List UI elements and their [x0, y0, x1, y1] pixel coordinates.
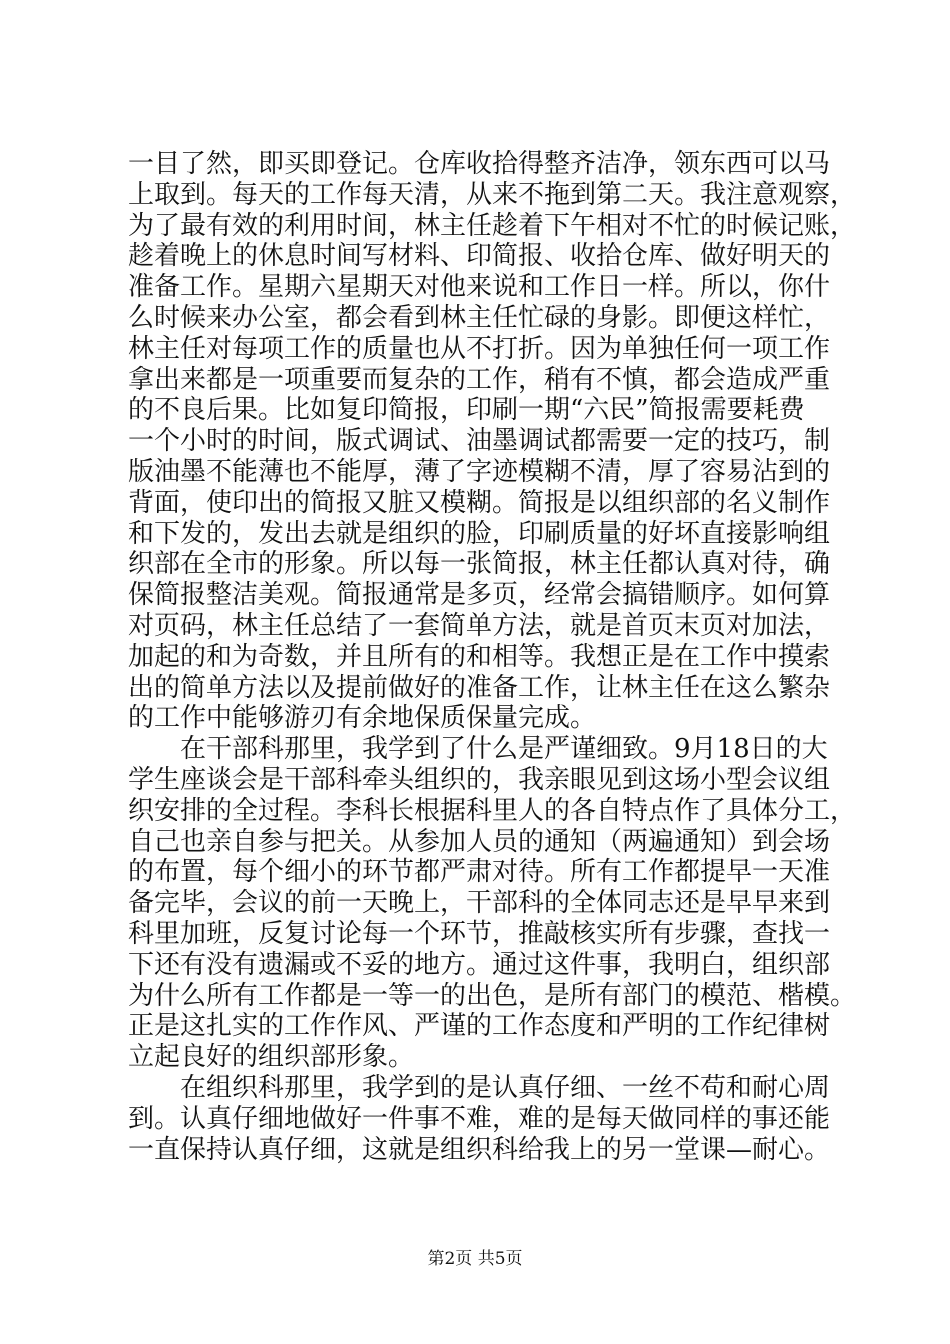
text-line: 的不良后果。比如复印简报，印刷一期“六民”简报需要耗费 [128, 395, 805, 426]
text-line: 趁着晚上的休息时间写材料、印简报、收拾仓库、做好明天的 [128, 241, 831, 272]
text-line: 版油墨不能薄也不能厚，薄了字迹模糊不清，厚了容易沾到的 [128, 456, 831, 487]
text-line: 林主任对每项工作的质量也从不打折。因为单独任何一项工作 [128, 333, 831, 364]
text-line: 一目了然，即买即登记。仓库收拾得整齐洁净，领东西可以马 [128, 149, 831, 179]
page-number: 第2页 共5页 [427, 1249, 523, 1269]
text-line: 科里加班，反复讨论每一个环节，推敲核实所有步骤，查找一 [128, 918, 831, 949]
text-line: 上取到。每天的工作每天清，从来不拖到第二天。我注意观察， [128, 179, 857, 210]
text-line: 背面，使印出的简报又脏又模糊。简报是以组织部的名义制作 [128, 487, 831, 518]
text-line: 自己也亲自参与把关。从参加人员的通知（两遍通知）到会场 [128, 826, 831, 857]
text-line: 学生座谈会是干部科牵头组织的，我亲眼见到这场小型会议组 [128, 764, 831, 795]
body-text [128, 149, 857, 1165]
text-line: 出的简单方法以及提前做好的准备工作，让林主任在这么繁杂 [128, 672, 831, 703]
text-line: 么时候来办公室，都会看到林主任忙碌的身影。即便这样忙， [128, 302, 831, 333]
text-line: 一个小时的时间，版式调试、油墨调试都需要一定的技巧，制 [128, 426, 831, 457]
text-line: 的工作中能够游刃有余地保质保量完成。 [128, 703, 597, 734]
text-line: 的布置，每个细小的环节都严肃对待。所有工作都提早一天准 [128, 857, 831, 888]
text-line: 为了最有效的利用时间，林主任趁着下午相对不忙的时候记账， [128, 210, 857, 241]
text-line: 拿出来都是一项重要而复杂的工作，稍有不慎，都会造成严重 [128, 364, 831, 395]
text-line: 到。认真仔细地做好一件事不难，难的是每天做同样的事还能 [128, 1103, 831, 1134]
text-line: 织部在全市的形象。所以每一张简报，林主任都认真对待，确 [128, 549, 831, 580]
text-line: 加起的和为奇数，并且所有的和相等。我想正是在工作中摸索 [128, 641, 831, 672]
text-line: 下还有没有遗漏或不妥的地方。通过这件事，我明白，组织部 [128, 949, 831, 980]
text-line: 织安排的全过程。李科长根据科里人的各自特点作了具体分工， [128, 795, 857, 826]
text-line: 备完毕，会议的前一天晚上，干部科的全体同志还是早早来到 [128, 888, 831, 919]
text-line: 在干部科那里，我学到了什么是严谨细致。9月18日的大 [128, 734, 828, 765]
page-footer [0, 1244, 950, 1269]
text-line: 保简报整洁美观。简报通常是多页，经常会搞错顺序。如何算 [128, 580, 831, 611]
text-line: 正是这扎实的工作作风、严谨的工作态度和严明的工作纪律树 [128, 1011, 831, 1042]
text-line: 一直保持认真仔细，这就是组织科给我上的另一堂课—耐心。 [128, 1134, 831, 1165]
text-line: 准备工作。星期六星期天对他来说和工作日一样。所以，你什 [128, 272, 831, 303]
text-line: 对页码，林主任总结了一套简单方法，就是首页末页对加法， [128, 610, 831, 641]
text-line: 在组织科那里，我学到的是认真仔细、一丝不苟和耐心周 [128, 1072, 831, 1103]
text-line: 立起良好的组织部形象。 [128, 1042, 415, 1073]
text-line: 和下发的，发出去就是组织的脸，印刷质量的好坏直接影响组 [128, 518, 831, 549]
text-line: 为什么所有工作都是一等一的出色，是所有部门的模范、楷模。 [128, 980, 857, 1011]
